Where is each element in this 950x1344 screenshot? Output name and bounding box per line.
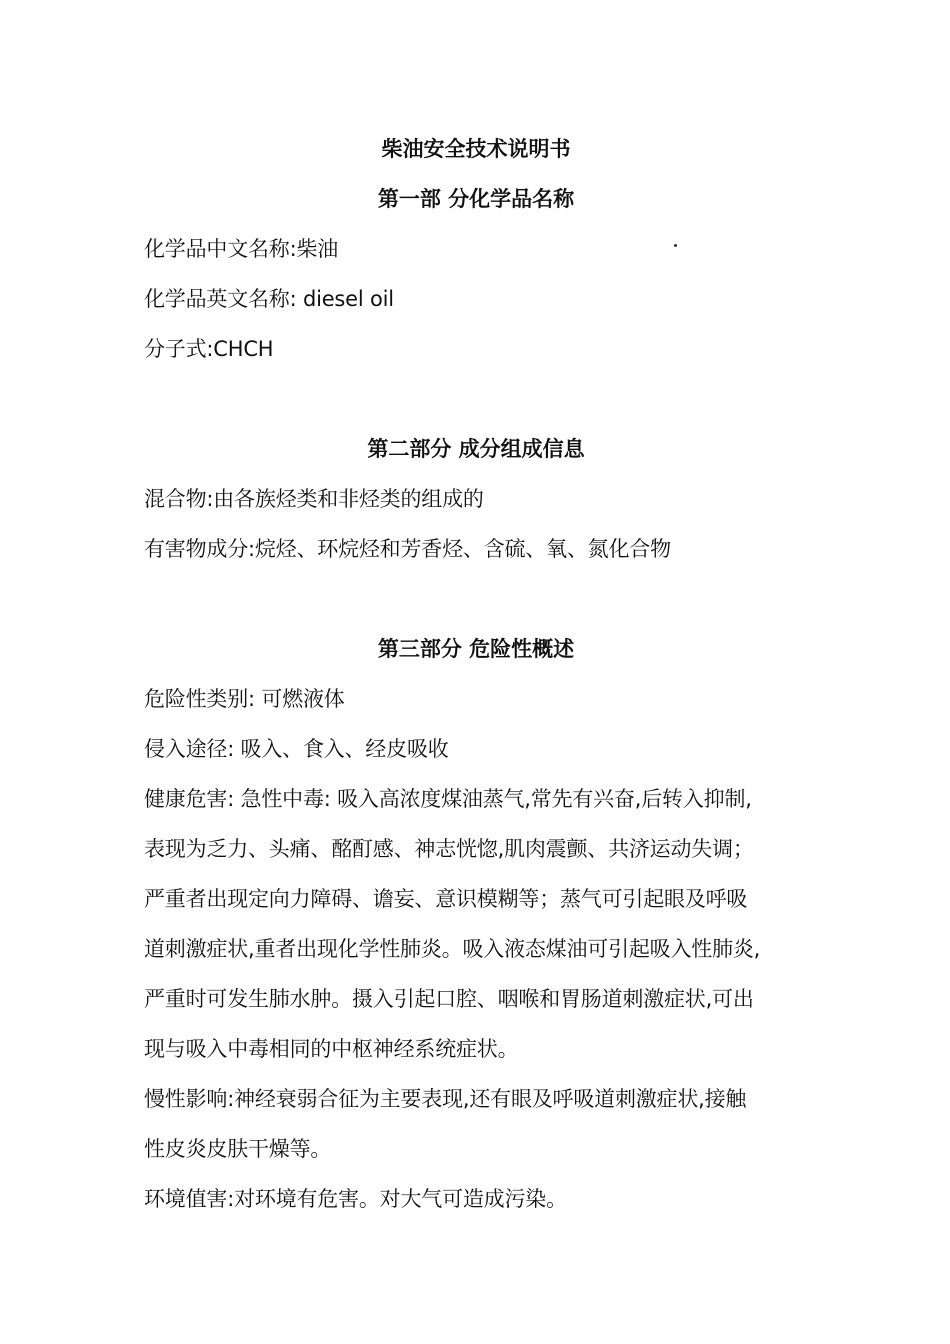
- chronic-effect-line: 性皮炎皮肤干燥等。: [144, 1137, 332, 1161]
- chronic-effect-line: 慢性影响:神经衰弱合征为主要表现,还有眼及呼吸道刺激症状,接触: [144, 1087, 747, 1111]
- section-2-heading: 第二部分 成分组成信息: [367, 437, 585, 461]
- document-body: [144, 124, 808, 1224]
- mixture-line: 混合物:由各族烃类和非烃类的组成的: [144, 487, 484, 511]
- section-spacer: [144, 574, 808, 624]
- health-hazard-line: 严重者出现定向力障碍、谵妄、意识模糊等；蒸气可引起眼及呼吸: [144, 887, 748, 911]
- hazard-category-line: 危险性类别: 可燃液体: [144, 687, 345, 711]
- health-hazard-line: 道刺激症状,重者出现化学性肺炎。吸入液态煤油可引起吸入性肺炎,: [144, 937, 761, 961]
- molecular-formula-line: 分子式:CHCH: [144, 337, 274, 361]
- entry-route-line: 侵入途径: 吸入、食入、经皮吸收: [144, 737, 449, 761]
- health-hazard-line: 健康危害: 急性中毒: 吸入高浓度煤油蒸气,常先有兴奋,后转入抑制,: [144, 787, 752, 811]
- health-hazard-line: 严重时可发生肺水肿。摄入引起口腔、咽喉和胃肠道刺激症状,可出: [144, 987, 754, 1011]
- document-title: 柴油安全技术说明书: [381, 137, 571, 161]
- environmental-hazard-line: 环境值害:对环境有危害。对大气可造成污染。: [144, 1187, 567, 1211]
- section-spacer: [144, 374, 808, 424]
- section-3-heading: 第三部分 危险性概述: [377, 637, 575, 661]
- chinese-name-line: 化学品中文名称:柴油: [144, 237, 339, 261]
- english-name-line: 化学品英文名称: diesel oil: [144, 287, 394, 311]
- health-hazard-line: 现与吸入中毒相同的中枢神经系统症状。: [144, 1037, 519, 1061]
- harmful-components-line: 有害物成分:烷烃、环烷烃和芳香烃、含硫、氧、氮化合物: [144, 537, 671, 561]
- section-1-heading: 第一部 分化学品名称: [377, 187, 575, 211]
- health-hazard-line: 表现为乏力、头痛、酩酊感、神志恍惚,肌肉震颤、共济运动失调；: [144, 837, 754, 861]
